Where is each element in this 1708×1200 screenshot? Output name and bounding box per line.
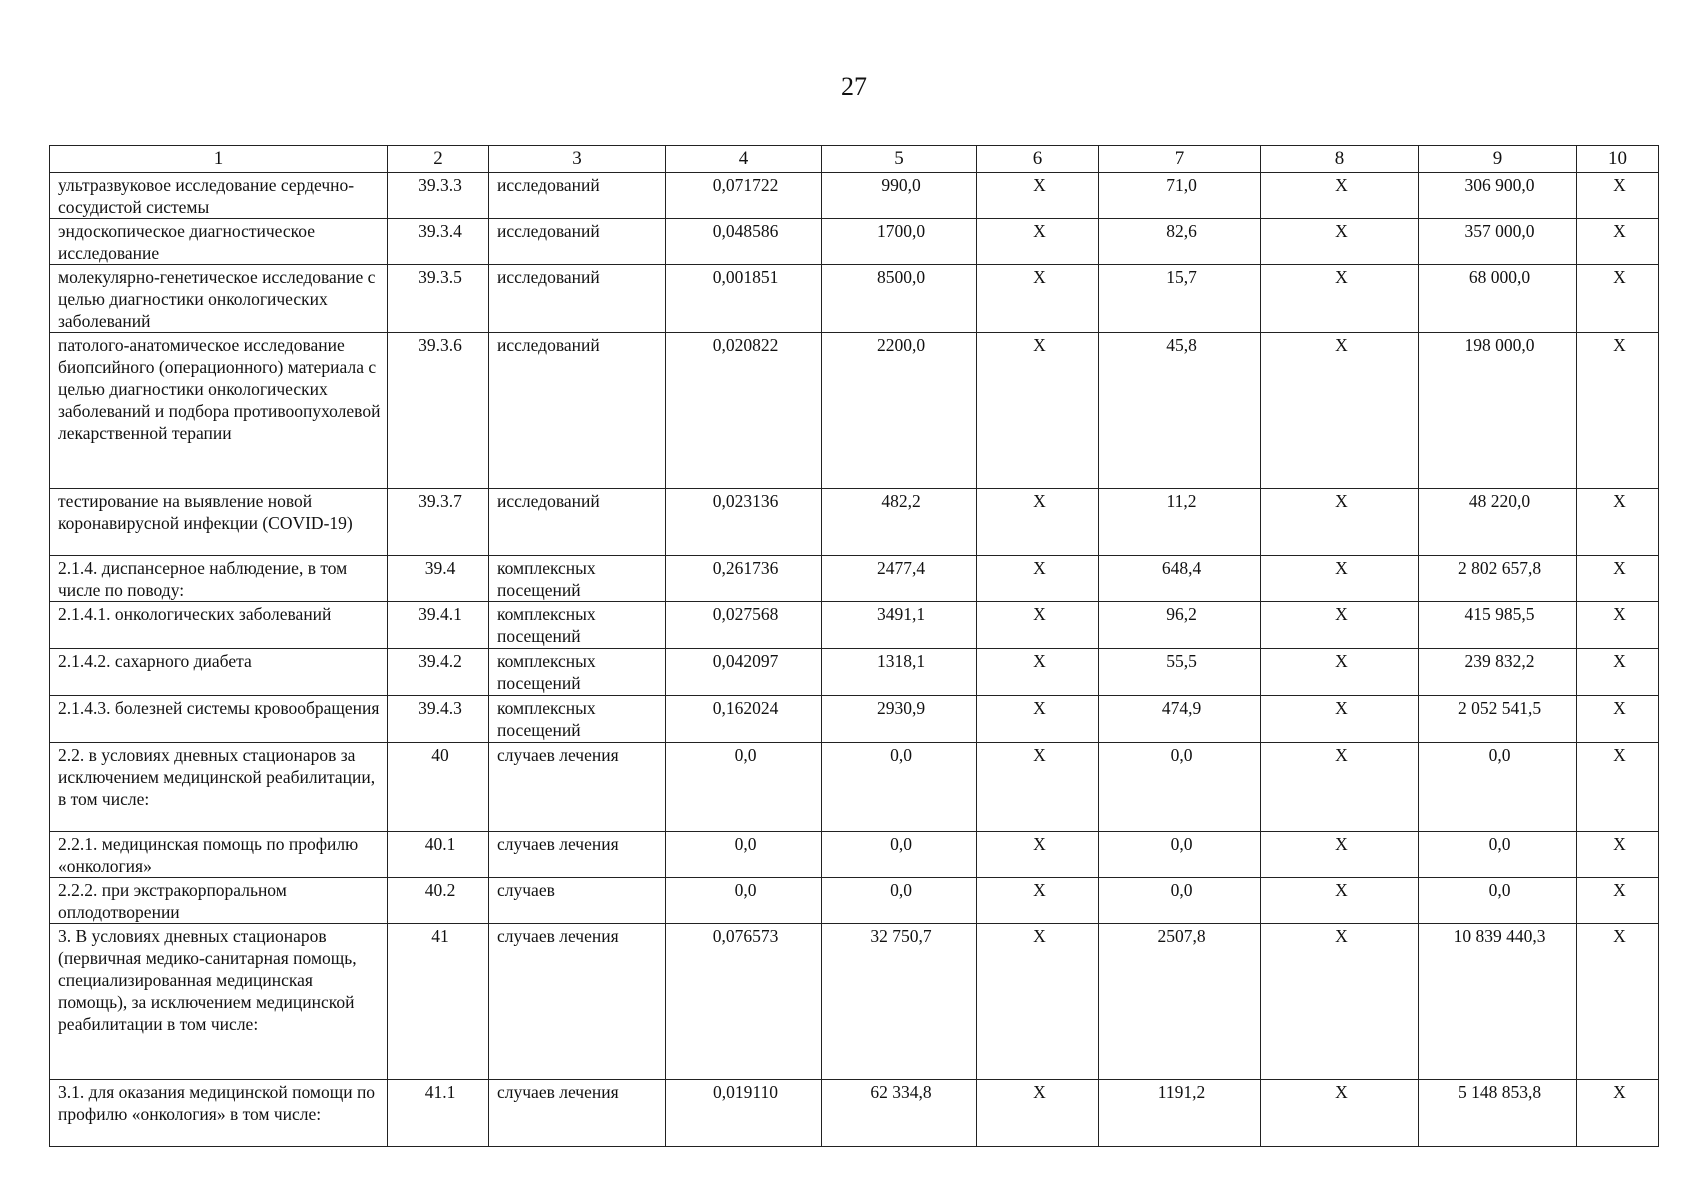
table-cell-col-8: X [1261, 219, 1419, 265]
table-cell-col-1: 2.1.4. диспансерное наблюдение, в том числе по поводу: [50, 556, 388, 602]
table-cell-col-1: 2.2.2. при экстракорпоральном оплодотворении [50, 878, 388, 924]
table-cell-col-9: 68 000,0 [1419, 265, 1577, 333]
table-cell-col-9: 5 148 853,8 [1419, 1080, 1577, 1147]
table-cell-col-4: 0,019110 [666, 1080, 822, 1147]
table-cell-col-4: 0,0 [666, 832, 822, 878]
table-cell-col-3: комплексных посещений [489, 602, 666, 649]
table-row [50, 556, 1659, 602]
table-row [50, 743, 1659, 832]
table-cell-col-8: X [1261, 173, 1419, 219]
table-cell-col-9: 48 220,0 [1419, 489, 1577, 556]
table-cell-col-4: 0,162024 [666, 696, 822, 743]
table-cell-col-9: 2 052 541,5 [1419, 696, 1577, 743]
table-cell-col-1: эндоскопическое диагностическое исследование [50, 219, 388, 265]
column-header: 3 [489, 146, 666, 173]
table-cell-col-10: X [1577, 832, 1659, 878]
table-row [50, 173, 1659, 219]
table-cell-col-6: X [977, 219, 1099, 265]
table-cell-col-9: 2 802 657,8 [1419, 556, 1577, 602]
table-cell-col-4: 0,048586 [666, 219, 822, 265]
table-cell-col-1: 3.1. для оказания медицинской помощи по профилю «онкология» в том числе: [50, 1080, 388, 1147]
table-cell-col-8: X [1261, 878, 1419, 924]
table-cell-col-5: 3491,1 [822, 602, 977, 649]
table-cell-col-7: 648,4 [1099, 556, 1261, 602]
table-cell-col-1: патолого-анатомическое исследование биопсийного (операционного) материала с целью диагностики онкологических заболеваний и подбора противоопухолевой лекарственной терапии [50, 333, 388, 489]
table-cell-col-3: комплексных посещений [489, 649, 666, 696]
table-cell-col-6: X [977, 556, 1099, 602]
table-cell-col-5: 2200,0 [822, 333, 977, 489]
table-cell-col-2: 39.3.4 [388, 219, 489, 265]
table-row [50, 878, 1659, 924]
table-cell-col-6: X [977, 265, 1099, 333]
table-cell-col-4: 0,071722 [666, 173, 822, 219]
table-cell-col-10: X [1577, 878, 1659, 924]
table-cell-col-2: 39.4.3 [388, 696, 489, 743]
table-row [50, 602, 1659, 649]
table-cell-col-3: случаев [489, 878, 666, 924]
table-cell-col-3: исследований [489, 489, 666, 556]
data-table [49, 145, 1659, 1147]
table-cell-col-6: X [977, 743, 1099, 832]
table-cell-col-2: 39.4.2 [388, 649, 489, 696]
table-cell-col-4: 0,0 [666, 878, 822, 924]
table-cell-col-2: 41.1 [388, 1080, 489, 1147]
column-header: 1 [50, 146, 388, 173]
table-cell-col-6: X [977, 333, 1099, 489]
table-cell-col-1: тестирование на выявление новой коронавирусной инфекции (COVID-19) [50, 489, 388, 556]
table-cell-col-4: 0,027568 [666, 602, 822, 649]
table-cell-col-7: 0,0 [1099, 832, 1261, 878]
table-cell-col-6: X [977, 173, 1099, 219]
table-cell-col-10: X [1577, 219, 1659, 265]
column-header: 7 [1099, 146, 1261, 173]
table-cell-col-8: X [1261, 602, 1419, 649]
table-cell-col-7: 2507,8 [1099, 924, 1261, 1080]
table-cell-col-4: 0,001851 [666, 265, 822, 333]
table-cell-col-7: 96,2 [1099, 602, 1261, 649]
table-cell-col-2: 39.4 [388, 556, 489, 602]
table-cell-col-7: 71,0 [1099, 173, 1261, 219]
table-cell-col-4: 0,076573 [666, 924, 822, 1080]
table-cell-col-10: X [1577, 333, 1659, 489]
table-cell-col-7: 1191,2 [1099, 1080, 1261, 1147]
table-cell-col-9: 198 000,0 [1419, 333, 1577, 489]
table-cell-col-10: X [1577, 265, 1659, 333]
table-cell-col-5: 0,0 [822, 832, 977, 878]
table-cell-col-3: случаев лечения [489, 832, 666, 878]
table-cell-col-6: X [977, 878, 1099, 924]
table-cell-col-5: 32 750,7 [822, 924, 977, 1080]
table-cell-col-8: X [1261, 832, 1419, 878]
table-cell-col-10: X [1577, 556, 1659, 602]
table-cell-col-3: комплексных посещений [489, 556, 666, 602]
table-cell-col-7: 11,2 [1099, 489, 1261, 556]
table-cell-col-7: 0,0 [1099, 878, 1261, 924]
table-row [50, 489, 1659, 556]
table-body [50, 173, 1659, 1147]
table-cell-col-1: молекулярно-генетическое исследование с целью диагностики онкологических заболеваний [50, 265, 388, 333]
table-cell-col-8: X [1261, 924, 1419, 1080]
table-cell-col-5: 482,2 [822, 489, 977, 556]
table-cell-col-9: 0,0 [1419, 743, 1577, 832]
table-cell-col-2: 39.3.6 [388, 333, 489, 489]
table-cell-col-8: X [1261, 489, 1419, 556]
table-cell-col-3: исследований [489, 173, 666, 219]
table-cell-col-10: X [1577, 1080, 1659, 1147]
table-cell-col-1: 2.2. в условиях дневных стационаров за исключением медицинской реабилитации, в том числе: [50, 743, 388, 832]
table-cell-col-8: X [1261, 696, 1419, 743]
table-cell-col-5: 1318,1 [822, 649, 977, 696]
table-cell-col-2: 41 [388, 924, 489, 1080]
table-cell-col-10: X [1577, 649, 1659, 696]
table-cell-col-2: 40.2 [388, 878, 489, 924]
column-number-row [50, 146, 1659, 173]
table-cell-col-9: 357 000,0 [1419, 219, 1577, 265]
table-cell-col-7: 474,9 [1099, 696, 1261, 743]
table-cell-col-8: X [1261, 556, 1419, 602]
table-cell-col-2: 39.3.5 [388, 265, 489, 333]
table-cell-col-3: случаев лечения [489, 1080, 666, 1147]
column-header: 10 [1577, 146, 1659, 173]
table-cell-col-10: X [1577, 173, 1659, 219]
table-row [50, 1080, 1659, 1147]
table-cell-col-1: 2.2.1. медицинская помощь по профилю «онкология» [50, 832, 388, 878]
table-cell-col-3: случаев лечения [489, 924, 666, 1080]
table-cell-col-6: X [977, 696, 1099, 743]
table-cell-col-4: 0,042097 [666, 649, 822, 696]
table-cell-col-8: X [1261, 265, 1419, 333]
table-cell-col-4: 0,023136 [666, 489, 822, 556]
column-header: 9 [1419, 146, 1577, 173]
table-cell-col-9: 0,0 [1419, 878, 1577, 924]
table-cell-col-4: 0,020822 [666, 333, 822, 489]
table-cell-col-9: 0,0 [1419, 832, 1577, 878]
table-cell-col-10: X [1577, 696, 1659, 743]
table-cell-col-1: 2.1.4.1. онкологических заболеваний [50, 602, 388, 649]
table-cell-col-5: 62 334,8 [822, 1080, 977, 1147]
table-cell-col-7: 55,5 [1099, 649, 1261, 696]
table-cell-col-10: X [1577, 602, 1659, 649]
table-cell-col-5: 8500,0 [822, 265, 977, 333]
table-cell-col-7: 82,6 [1099, 219, 1261, 265]
table-cell-col-7: 45,8 [1099, 333, 1261, 489]
table-row [50, 924, 1659, 1080]
table-cell-col-8: X [1261, 1080, 1419, 1147]
table-row [50, 333, 1659, 489]
table-cell-col-2: 40 [388, 743, 489, 832]
table-cell-col-7: 15,7 [1099, 265, 1261, 333]
table-cell-col-9: 415 985,5 [1419, 602, 1577, 649]
table-row [50, 696, 1659, 743]
table-row [50, 265, 1659, 333]
table-cell-col-2: 39.3.7 [388, 489, 489, 556]
table-cell-col-8: X [1261, 333, 1419, 489]
table-cell-col-3: исследований [489, 265, 666, 333]
column-header: 4 [666, 146, 822, 173]
table-cell-col-5: 2477,4 [822, 556, 977, 602]
table-row [50, 219, 1659, 265]
table-cell-col-5: 0,0 [822, 743, 977, 832]
table-row [50, 832, 1659, 878]
page-number: 27 [841, 72, 867, 101]
table-cell-col-3: случаев лечения [489, 743, 666, 832]
table-cell-col-6: X [977, 832, 1099, 878]
table-cell-col-3: комплексных посещений [489, 696, 666, 743]
table-cell-col-10: X [1577, 924, 1659, 1080]
table-cell-col-6: X [977, 1080, 1099, 1147]
table-cell-col-1: 2.1.4.2. сахарного диабета [50, 649, 388, 696]
table-cell-col-1: 2.1.4.3. болезней системы кровообращения [50, 696, 388, 743]
table-cell-col-5: 2930,9 [822, 696, 977, 743]
column-header: 8 [1261, 146, 1419, 173]
table-cell-col-2: 39.3.3 [388, 173, 489, 219]
table-cell-col-3: исследований [489, 333, 666, 489]
table-cell-col-9: 10 839 440,3 [1419, 924, 1577, 1080]
table-cell-col-8: X [1261, 649, 1419, 696]
table-cell-col-5: 990,0 [822, 173, 977, 219]
table-cell-col-10: X [1577, 743, 1659, 832]
column-header: 2 [388, 146, 489, 173]
column-header: 6 [977, 146, 1099, 173]
table-cell-col-2: 40.1 [388, 832, 489, 878]
table-cell-col-5: 1700,0 [822, 219, 977, 265]
table-cell-col-6: X [977, 649, 1099, 696]
table-cell-col-1: 3. В условиях дневных стационаров (первичная медико-санитарная помощь, специализированная медицинская помощь), за исключением медицинской реабилитации в том числе: [50, 924, 388, 1080]
table-cell-col-9: 239 832,2 [1419, 649, 1577, 696]
table-cell-col-1: ультразвуковое исследование сердечно-сосудистой системы [50, 173, 388, 219]
table-cell-col-5: 0,0 [822, 878, 977, 924]
column-header: 5 [822, 146, 977, 173]
table-cell-col-6: X [977, 924, 1099, 1080]
table-cell-col-9: 306 900,0 [1419, 173, 1577, 219]
table-cell-col-3: исследований [489, 219, 666, 265]
table-cell-col-4: 0,261736 [666, 556, 822, 602]
table-cell-col-10: X [1577, 489, 1659, 556]
table-cell-col-2: 39.4.1 [388, 602, 489, 649]
table-cell-col-6: X [977, 602, 1099, 649]
table-cell-col-4: 0,0 [666, 743, 822, 832]
table-cell-col-6: X [977, 489, 1099, 556]
table-cell-col-7: 0,0 [1099, 743, 1261, 832]
table-row [50, 649, 1659, 696]
table-cell-col-8: X [1261, 743, 1419, 832]
